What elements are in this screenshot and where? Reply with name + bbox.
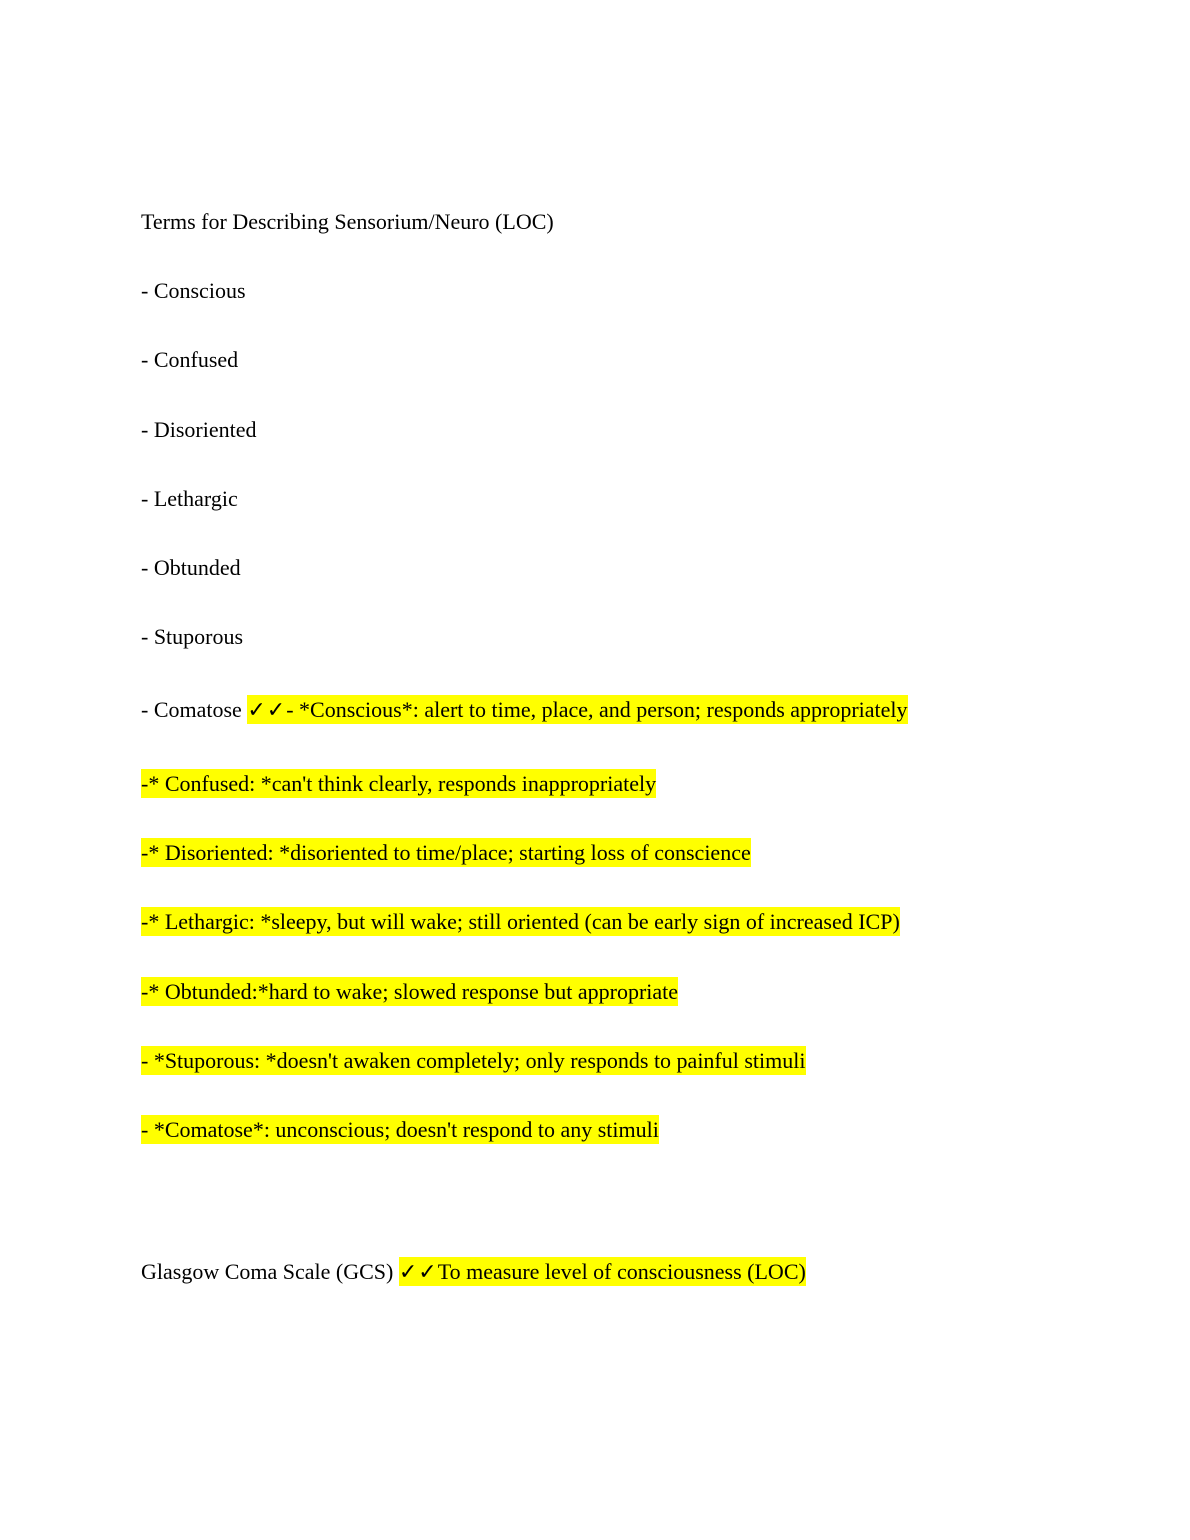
- term-item-comatose: [141, 695, 908, 726]
- term-text: - Disoriented: [141, 417, 257, 442]
- term-item-obtunded: [141, 553, 241, 583]
- term-text: - Confused: [141, 347, 239, 372]
- term-item-stuporous: [141, 622, 243, 652]
- term-text: - Conscious: [141, 278, 246, 303]
- gcs-item: [141, 1257, 806, 1288]
- gcs-question-text: Glasgow Coma Scale (GCS): [141, 1259, 399, 1284]
- highlighted-answer: [247, 695, 907, 724]
- term-text: - Stuporous: [141, 624, 244, 649]
- answer-text: - *Comatose*: unconscious; doesn't respond to any stimuli: [141, 1117, 659, 1142]
- double-checkmark-icon: ✓✓: [398, 1260, 438, 1285]
- double-checkmark-icon: ✓✓: [247, 698, 287, 723]
- term-text: - Lethargic: [141, 486, 238, 511]
- answer-item-obtunded: [141, 977, 678, 1007]
- answer-item-comatose: [141, 1115, 659, 1145]
- answer-text: -* Lethargic: *sleepy, but will wake; still oriented (can be early sign of increased ICP): [141, 909, 900, 934]
- term-item-conscious: [141, 276, 246, 306]
- term-item-lethargic: [141, 484, 238, 514]
- answer-text: -* Obtunded:*hard to wake; slowed response but appropriate: [141, 979, 679, 1004]
- highlighted-answer: [399, 1257, 806, 1286]
- answer-item-lethargic: [141, 907, 900, 937]
- heading-text: Terms for Describing Sensorium/Neuro (LOC): [141, 209, 554, 234]
- term-item-confused: [141, 345, 238, 375]
- answer-item-confused: [141, 769, 656, 799]
- term-item-disoriented: [141, 415, 256, 445]
- term-text: - Obtunded: [141, 555, 241, 580]
- answer-text: -* Disoriented: *disoriented to time/place; starting loss of conscience: [141, 840, 751, 865]
- term-text: - Comatose: [141, 697, 248, 722]
- answer-item-disoriented: [141, 838, 751, 868]
- answer-text: - *Stuporous: *doesn't awaken completely; only responds to painful stimuli: [141, 1048, 806, 1073]
- answer-item-stuporous: [141, 1046, 806, 1076]
- section-heading: [141, 207, 554, 237]
- answer-text: -* Confused: *can't think clearly, responds inappropriately: [141, 771, 657, 796]
- answer-text: - *Conscious*: alert to time, place, and person; responds appropriately: [286, 697, 908, 722]
- gcs-answer-text: To measure level of consciousness (LOC): [437, 1259, 806, 1284]
